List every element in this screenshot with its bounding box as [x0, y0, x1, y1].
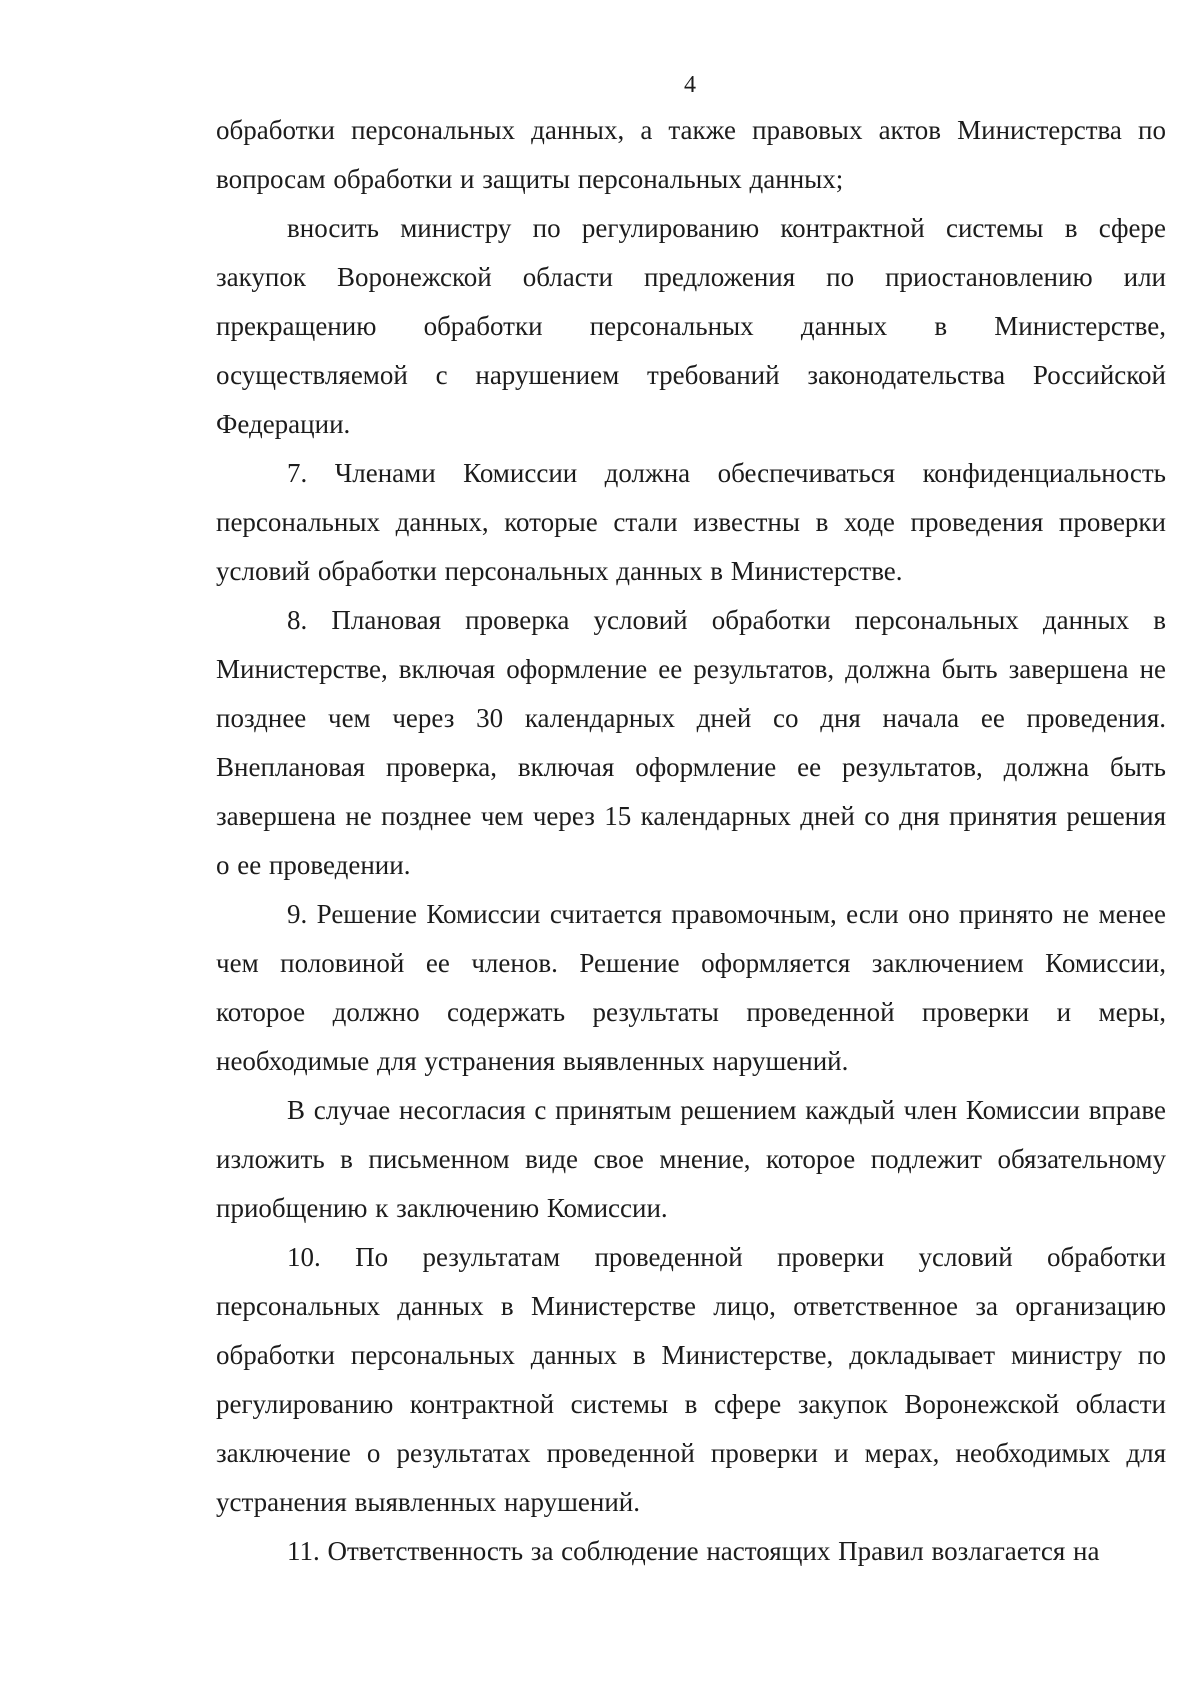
paragraph-item-7: 7. Членами Комиссии должна обеспечиваться конфиденциальность персональных данных, которые стали известны в ходе проведения проверки условий обработки персональных данных в Министерстве. [216, 458, 1166, 586]
paragraph-item-10: 10. По результатам проведенной проверки условий обработки персональных данных в Министерстве лицо, ответственное за организацию обработки персональных данных в Министерстве, докладывает министру по регулированию контрактной системы в сфере закупок Воронежской области заключение о результатах проведенной проверки и мерах, необходимых для устранения выявленных нарушений. [216, 1242, 1166, 1517]
paragraph-proposal: вносить министру по регулированию контрактной системы в сфере закупок Воронежской области предложения по приостановлению или прекращению обработки персональных данных в Министерстве, осуществляемой с нарушением требований законодательства Российской Федерации. [216, 213, 1166, 439]
paragraph-item-9: 9. Решение Комиссии считается правомочным, если оно принято не менее чем половиной ее членов. Решение оформляется заключением Комиссии, которое должно содержать результаты проведенной проверки и меры, необходимые для устранения выявленных нарушений. [216, 899, 1166, 1076]
document-body [216, 106, 1166, 1576]
page-number: 4 [684, 72, 696, 98]
paragraph-disagreement: В случае несогласия с принятым решением каждый член Комиссии вправе изложить в письменном виде свое мнение, которое подлежит обязательному приобщению к заключению Комиссии. [216, 1095, 1166, 1223]
paragraph-continuation: обработки персональных данных, а также правовых актов Министерства по вопросам обработки и защиты персональных данных; [216, 115, 1166, 194]
paragraph-item-11: 11. Ответственность за соблюдение настоящих Правил возлагается на [287, 1536, 1100, 1566]
paragraph-item-8: 8. Плановая проверка условий обработки персональных данных в Министерстве, включая оформление ее результатов, должна быть завершена не позднее чем через 30 календарных дней со дня начала ее проведения. Внеплановая проверка, включая оформление ее результатов, должна быть завершена не позднее чем через 15 календарных дней со дня принятия решения о ее проведении. [216, 605, 1166, 880]
